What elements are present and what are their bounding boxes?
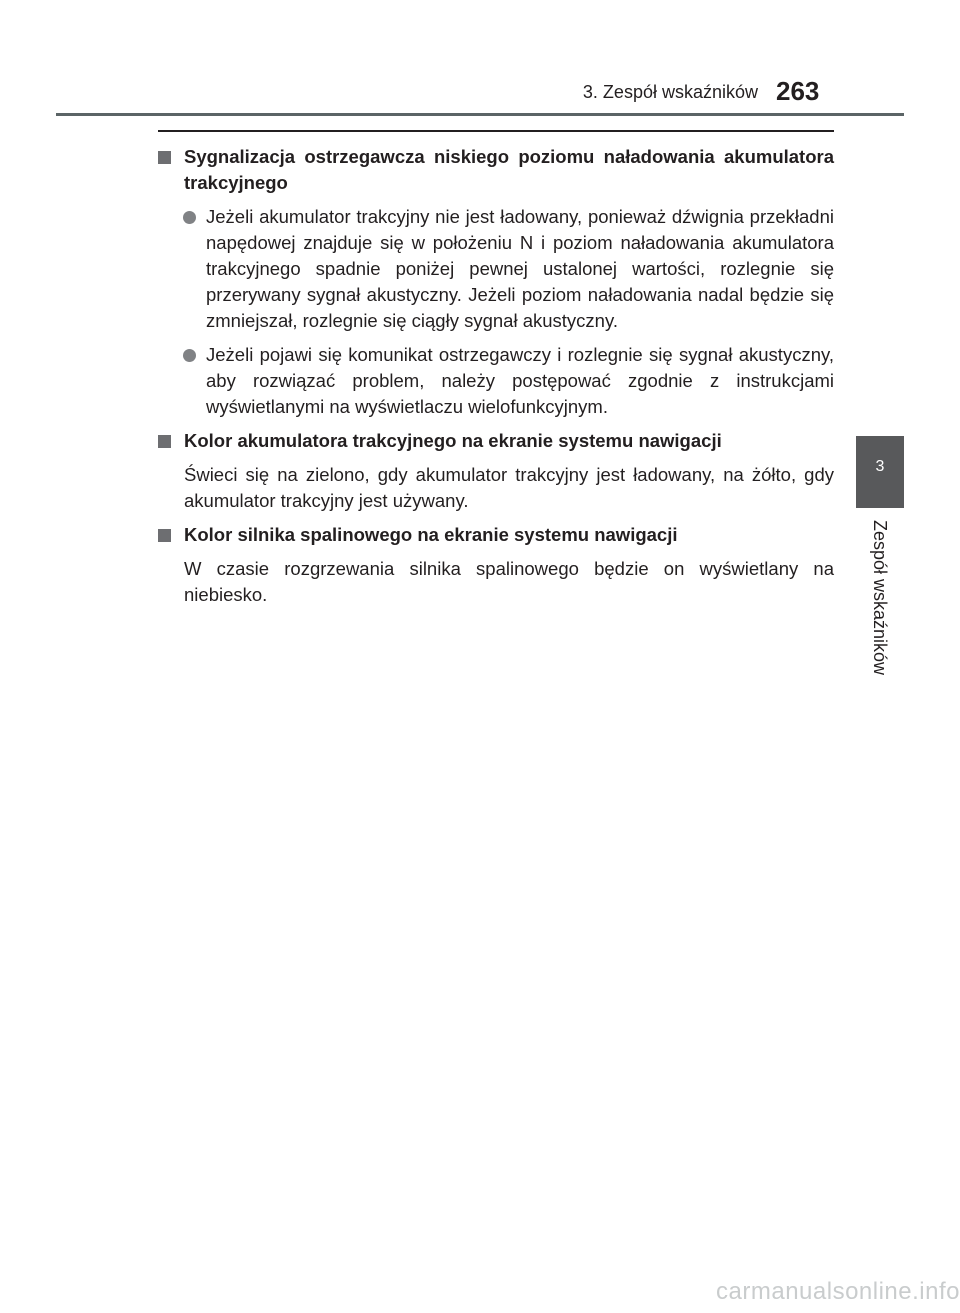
section-heading-text: Kolor silnika spalinowego na ekranie systemu nawigacji [184,524,678,545]
section-heading-text: Kolor akumulatora trakcyjnego na ekranie systemu nawigacji [184,430,722,451]
page-content [158,130,834,616]
square-bullet-icon [158,151,171,164]
square-bullet-icon [158,529,171,542]
square-bullet-icon [158,435,171,448]
list-item [158,204,834,334]
circle-bullet-icon [183,211,196,224]
content-rule [158,130,834,132]
circle-bullet-icon [183,349,196,362]
section-paragraph: Świeci się na zielono, gdy akumulator trakcyjny jest ładowany, na żółto, gdy akumulator trakcyjny jest używany. [184,464,834,511]
section-heading [158,144,834,196]
header-rule [56,113,904,116]
side-section-label: Zespół wskaźników [870,520,890,676]
section-paragraph: W czasie rozgrzewania silnika spalinowego będzie on wyświetlany na niebiesko. [184,558,834,605]
list-item-text: Jeżeli pojawi się komunikat ostrzegawczy i rozlegnie się sygnał akustyczny, aby rozwiązać problem, należy postępować zgodnie z instrukcjami wyświetlanymi na wyświetlaczu wielofunkcyjnym. [206,344,834,417]
chapter-title: 3. Zespół wskaźników [582,82,758,102]
section-heading [158,428,834,454]
list-item-text: Jeżeli akumulator trakcyjny nie jest ładowany, ponieważ dźwignia przekładni napędowej znajduje się w położeniu N i poziom naładowania akumulatora trakcyjnego spadnie poniżej pewnej ustalonej wartości, rozlegnie się przerywany sygnał akustyczny. Jeżeli poziom naładowania nadal będzie się zmniejszał, rozlegnie się ciągły sygnał akustyczny. [206,206,834,331]
section-tab-number: 3 [875,458,885,475]
list-item [158,342,834,420]
watermark: carmanualsonline.info [716,1278,960,1305]
page-number: 263 [776,76,820,106]
section-heading-text: Sygnalizacja ostrzegawcza niskiego poziomu naładowania akumulatora trakcyjnego [184,146,834,193]
section-heading [158,522,834,548]
